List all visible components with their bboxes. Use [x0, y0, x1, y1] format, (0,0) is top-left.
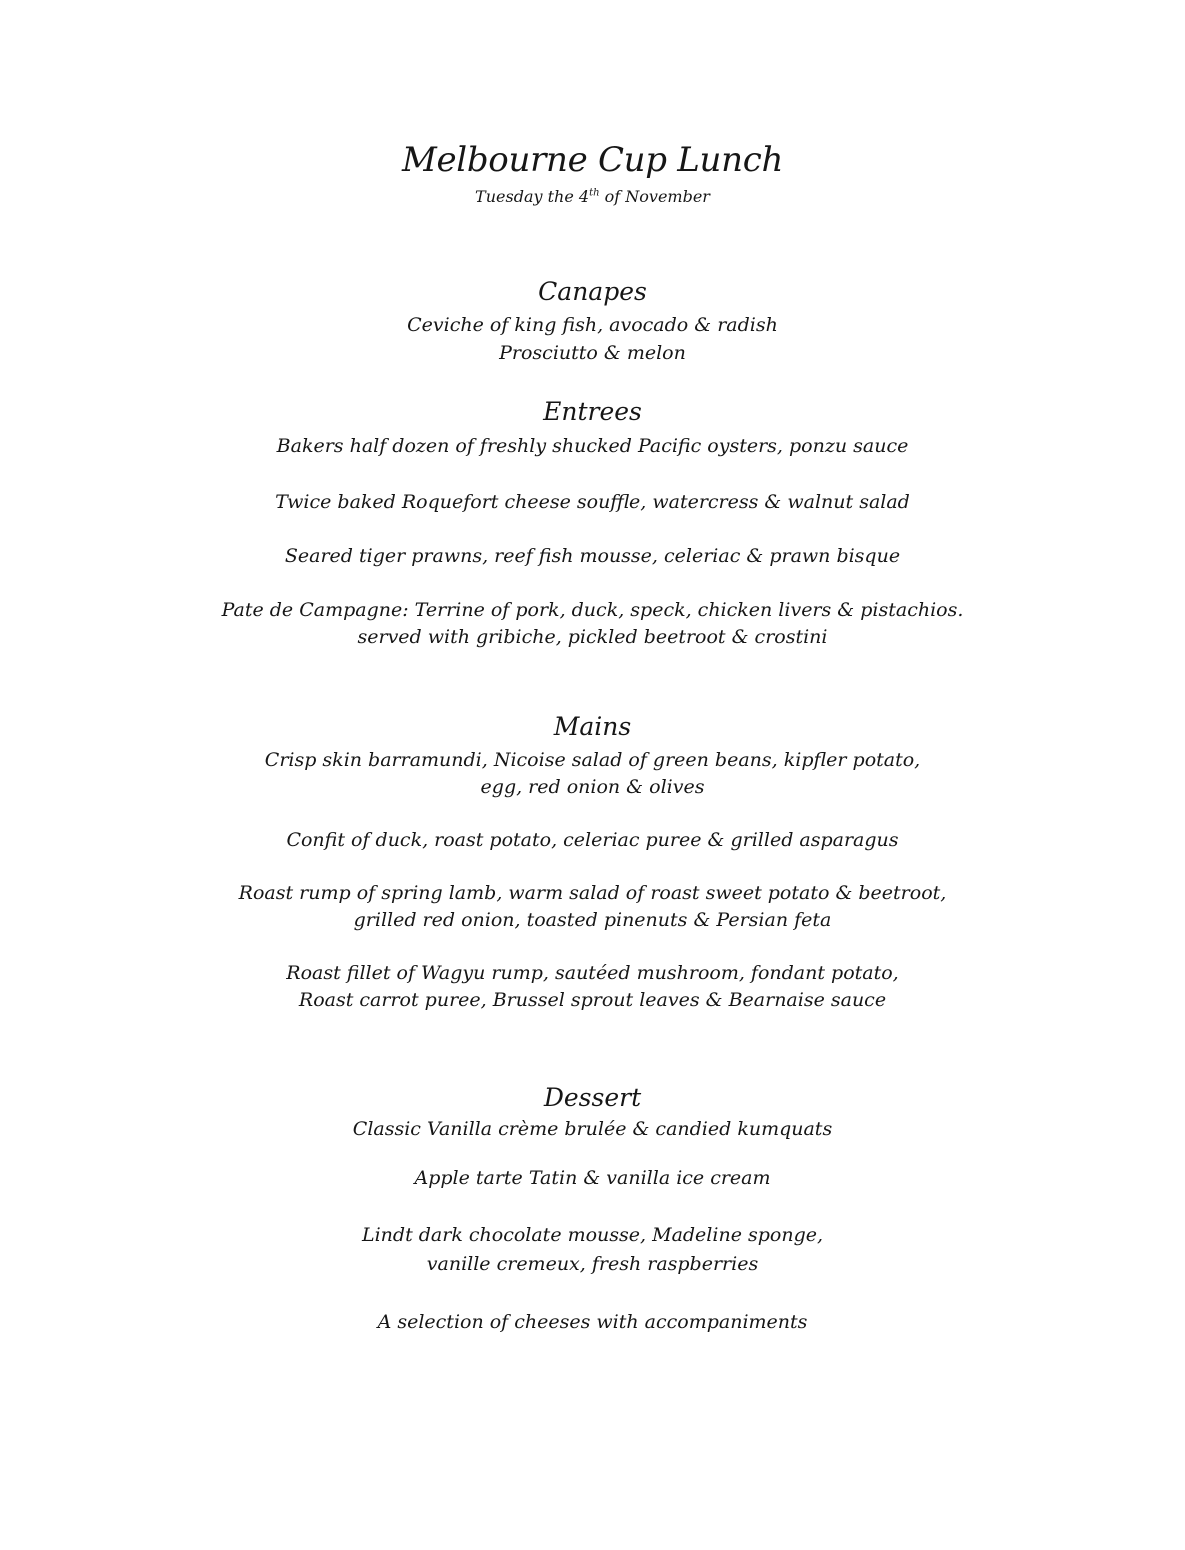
mains-item-continued: Roast carrot puree, Brussel sprout leaves & Bearnaise sauce: [298, 989, 887, 1011]
event-date-rest: of November: [599, 187, 710, 206]
mains-item: Roast rump of spring lamb, warm salad of roast sweet potato & beetroot,: [238, 882, 947, 904]
event-date: [0, 186, 1185, 208]
mains-item-continued: grilled red onion, toasted pinenuts & Persian feta: [353, 909, 832, 931]
event-date-prefix: Tuesday the 4: [475, 187, 590, 206]
page-title: Melbourne Cup Lunch: [401, 140, 784, 180]
entrees-item: Twice baked Roquefort cheese souffle, watercress & walnut salad: [275, 491, 910, 513]
canapes-item: Ceviche of king fish, avocado & radish: [407, 314, 778, 336]
event-date-ordinal: th: [589, 187, 600, 199]
entrees-heading: Entrees: [543, 397, 642, 426]
dessert-heading: Dessert: [543, 1083, 642, 1112]
entrees-item: Seared tiger prawns, reef fish mousse, celeriac & prawn bisque: [284, 545, 901, 567]
canapes-item: Prosciutto & melon: [499, 342, 686, 364]
mains-heading: Mains: [553, 712, 632, 741]
mains-item: Crisp skin barramundi, Nicoise salad of green beans, kipfler potato,: [264, 749, 921, 771]
dessert-item: Apple tarte Tatin & vanilla ice cream: [414, 1167, 771, 1189]
dessert-item-continued: vanille cremeux, fresh raspberries: [426, 1253, 759, 1275]
entrees-item-continued: served with gribiche, pickled beetroot & crostini: [357, 626, 828, 648]
mains-item: Roast fillet of Wagyu rump, sautéed mushroom, fondant potato,: [286, 962, 899, 984]
dessert-item: A selection of cheeses with accompaniments: [377, 1311, 808, 1333]
entrees-item: Pate de Campagne: Terrine of pork, duck, speck, chicken livers & pistachios.: [221, 599, 964, 621]
mains-item-continued: egg, red onion & olives: [480, 776, 705, 798]
mains-item: Confit of duck, roast potato, celeriac puree & grilled asparagus: [286, 829, 899, 851]
canapes-heading: Canapes: [538, 277, 647, 306]
dessert-item: Classic Vanilla crème brulée & candied kumquats: [352, 1118, 833, 1140]
dessert-item: Lindt dark chocolate mousse, Madeline sponge,: [361, 1224, 824, 1246]
entrees-item: Bakers half dozen of freshly shucked Pacific oysters, ponzu sauce: [276, 435, 909, 457]
